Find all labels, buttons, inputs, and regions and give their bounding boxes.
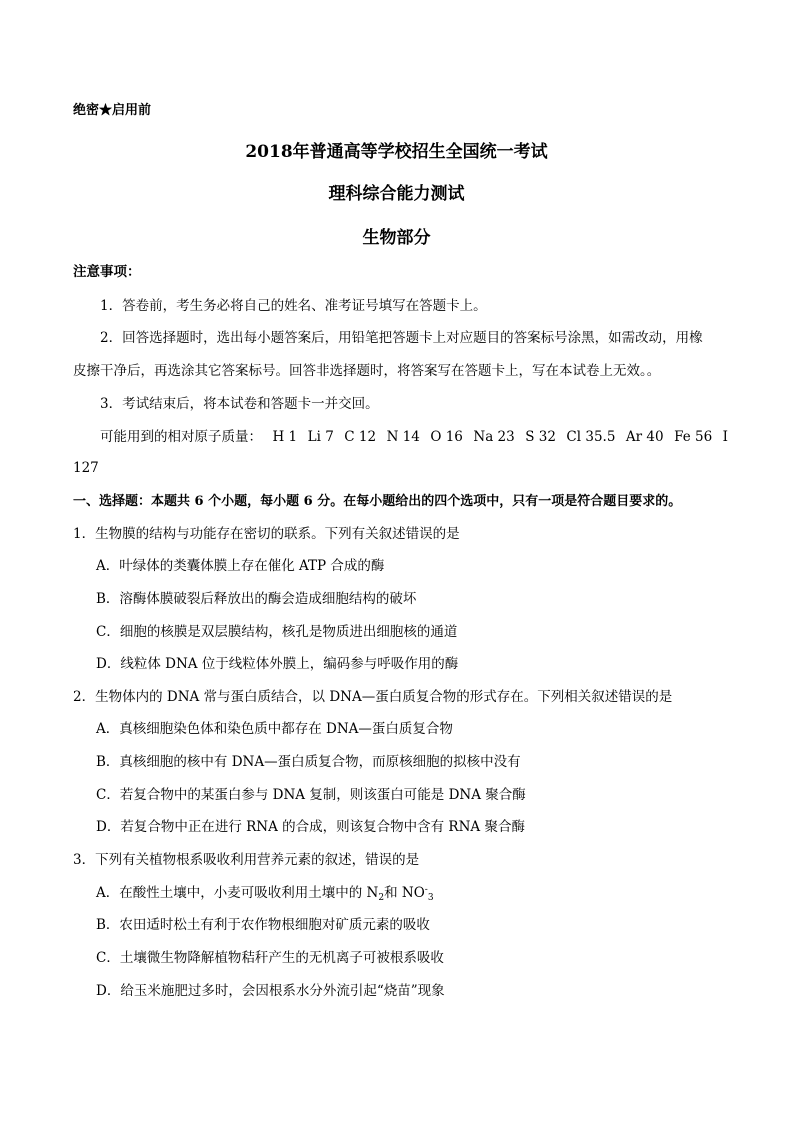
question-2-option-a: A．真核细胞染色体和染色质中都存在 DNA—蛋白质复合物 (96, 721, 453, 737)
question-1-option-a: A．叶绿体的类囊体膜上存在催化 ATP 合成的酶 (96, 558, 385, 574)
question-3-option-b: B．农田适时松土有利于农作物根细胞对矿质元素的吸收 (96, 917, 430, 933)
question-1-stem: 1．生物膜的结构与功能存在密切的联系。下列有关叙述错误的是 (73, 526, 460, 542)
atom-mass: S 32 (525, 429, 556, 445)
section-text: 本题共 6 个小题，每小题 6 分。在每小题给出的四个选项中，只有一项是符合题目要求的。 (151, 494, 682, 509)
question-2-option-d: D．若复合物中正在进行 RNA 的合成，则该复合物中含有 RNA 聚合酶 (96, 819, 525, 835)
notice-item-3: 3．考试结束后，将本试卷和答题卡一并交回。 (100, 396, 379, 412)
atom-mass: H 1 (272, 429, 298, 445)
section-instructions (73, 495, 681, 508)
question-1-option-b: B．溶酶体膜破裂后释放出的酶会造成细胞结构的破坏 (96, 591, 417, 607)
atomic-mass-label: 可能用到的相对原子质量： (100, 429, 262, 445)
atomic-mass-tail: 127 (73, 460, 99, 476)
section-prefix: 一、选择题： (73, 494, 152, 509)
atom-mass: Fe 56 (674, 429, 713, 445)
section-title: 生物部分 (362, 228, 431, 248)
question-3-option-c: C．土壤微生物降解植物秸秆产生的无机离子可被根系吸收 (96, 950, 444, 966)
atom-mass: N 14 (386, 429, 420, 445)
notice-item-1: 1．答卷前，考生务必将自己的姓名、准考证号填写在答题卡上。 (100, 298, 487, 314)
atom-mass: Na 23 (473, 429, 515, 445)
option-a-text: A．在酸性土壤中，小麦可吸收利用土壤中的 N (96, 885, 379, 901)
notice-heading: 注意事项： (73, 264, 141, 280)
atom-mass: Li 7 (307, 429, 334, 445)
notice-item-2-line-1: 2．回答选择题时，选出每小题答案后，用铅笔把答题卡上对应题目的答案标号涂黑，如需改动，用橡 (100, 330, 703, 346)
confidential-label: 绝密★启用前 (73, 103, 152, 118)
subscript: 3 (427, 893, 434, 903)
atom-mass: I (722, 429, 728, 445)
atom-mass: O 16 (430, 429, 463, 445)
question-3-stem: 3．下列有关植物根系吸收利用营养元素的叙述，错误的是 (73, 852, 420, 868)
exam-subtitle: 理科综合能力测试 (328, 184, 465, 204)
atom-mass: C 12 (344, 429, 377, 445)
superscript: - (424, 885, 428, 895)
atomic-mass-line (100, 431, 728, 445)
question-3-option-d: D．给玉米施肥过多时，会因根系水分外流引起“烧苗”现象 (96, 983, 445, 999)
question-1-option-d: D．线粒体 DNA 位于线粒体外膜上，编码参与呼吸作用的酶 (96, 656, 459, 672)
question-2-option-c: C．若复合物中的某蛋白参与 DNA 复制，则该蛋白可能是 DNA 聚合酶 (96, 787, 526, 803)
exam-title: 2018年普通高等学校招生全国统一考试 (245, 142, 548, 162)
subscript: 2 (378, 893, 385, 903)
atom-mass: Cl 35.5 (566, 429, 616, 445)
option-a-text: 和 NO (384, 885, 425, 901)
notice-item-2-line-2: 皮擦干净后，再选涂其它答案标号。回答非选择题时，将答案写在答题卡上，写在本试卷上无效。。 (73, 363, 661, 379)
question-2-option-b: B．真核细胞的核中有 DNA—蛋白质复合物，而原核细胞的拟核中没有 (96, 754, 521, 770)
question-1-option-c: C．细胞的核膜是双层膜结构，核孔是物质进出细胞核的通道 (96, 624, 458, 640)
question-2-stem: 2．生物体内的 DNA 常与蛋白质结合，以 DNA—蛋白质复合物的形式存在。下列相关叙述错误的是 (73, 689, 673, 705)
question-3-option-a (96, 886, 434, 903)
atom-mass: Ar 40 (625, 429, 664, 445)
